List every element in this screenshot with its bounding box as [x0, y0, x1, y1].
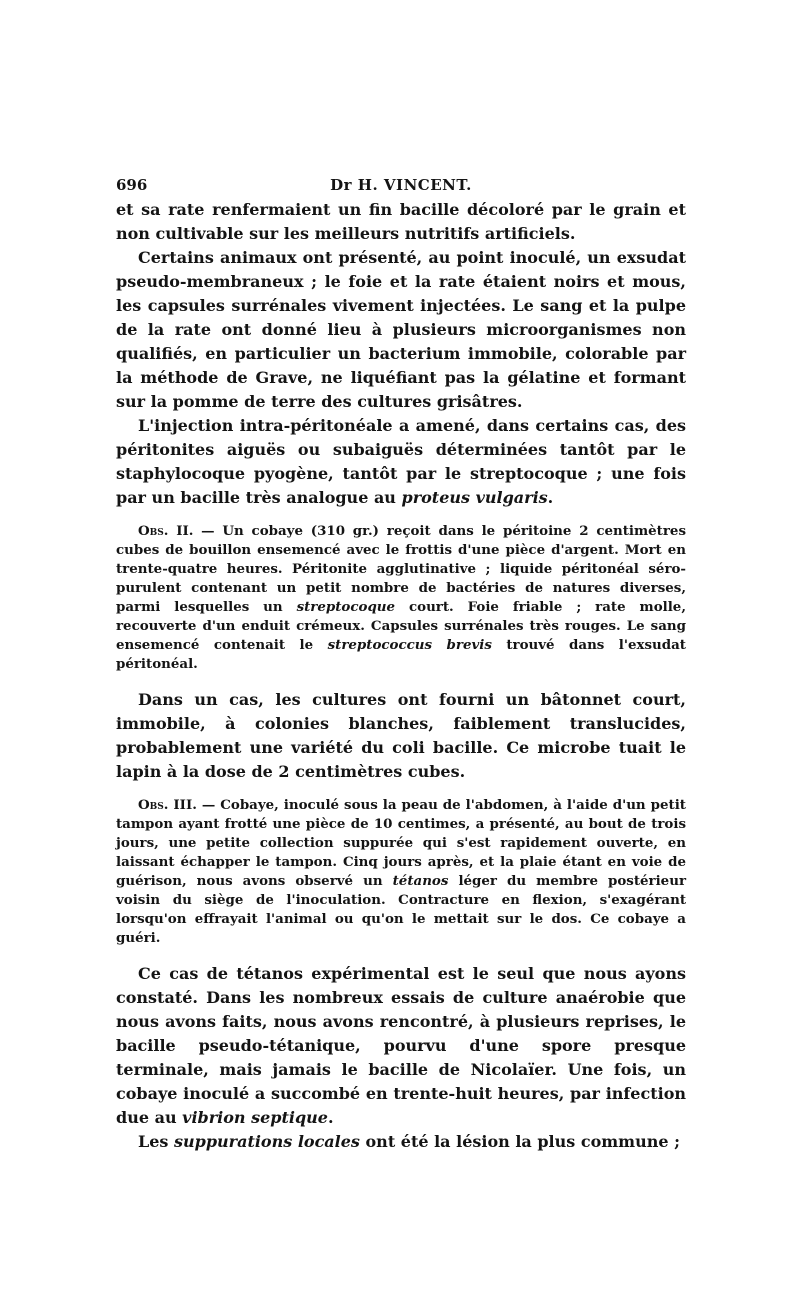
paragraph-2: Certains animaux ont présenté, au point inoculé, un exsudat pseudo-membraneux ; le foie et la rate étaient noirs et mous, les capsules surrénales vivement injectées. Le sang et la pulpe de la rate ont donné lieu à plusieurs microorganismes non qualifiés, en particulier un bacterium immobile, colorable par la méthode de Grave, ne liquéfiant pas la gélatine et formant sur la pomme de terre des cultures grisâtres.: [116, 248, 686, 411]
paragraph-5: [116, 962, 686, 1130]
paragraph-6-text-a: Les: [138, 1132, 169, 1151]
observation-2-text-a: — Un cobaye (310 gr.) reçoit dans le péritoine 2 centimètres cubes de bouillon ensemencé avec le frottis d'une pièce d'argent. Mort en trente-quatre heures. Péritonite agglutinative ; liquide péritonéal séro-purulent contenant un petit nombre de bactéries de natures diverses, parmi lesquelles un: [116, 523, 686, 615]
paragraph-5-text: Ce cas de tétanos expérimental est le seul que nous ayons constaté. Dans les nombreux essais de culture anaérobie que nous avons faits, nous avons rencontré, à plusieurs reprises, le bacille pseudo-tétanique, pourvu d'une spore presque terminale, mais jamais le bacille de Nicolaïer. Une fois, un cobaye inoculé a succombé en trente-huit heures, par infection due au: [116, 964, 686, 1127]
observation-3: [116, 796, 686, 948]
paragraph-6-text-b: ont été la lésion la plus commune ;: [359, 1132, 681, 1151]
observation-2-label: Obs. II.: [138, 523, 194, 539]
paragraph-6: [116, 1130, 686, 1154]
page-number: 696: [116, 176, 148, 194]
paragraph-6-italic: suppurations locales: [174, 1132, 360, 1151]
observation-3-text-a: — Cobaye, inoculé sous la peau de l'abdomen, à l'aide d'un petit tampon ayant frotté une pièce de 10 centimes, a présenté, au bout de trois jours, une petite collection suppurée qui s'est rapidement ouverte, en laissant échapper le tampon. Cinq jours après, et la plaie étant en voie de guérison, nous avons observé un: [116, 797, 686, 889]
observation-3-text-b: léger du membre postérieur voisin du siège de l'inoculation. Contracture en flexion, s'exagérant lorsqu'on effrayait l'animal ou qu'on le mettait sur le dos. Ce cobaye a guéri.: [116, 873, 686, 946]
observation-3-italic: tétanos: [392, 873, 449, 889]
observation-3-label: Obs. III.: [138, 797, 197, 813]
observation-2-text-b: court. Foie friable ; rate molle, recouverte d'un enduit crémeux. Capsules surrénales très rouges. Le sang ensemencé contenait le: [116, 599, 686, 653]
running-header: [116, 168, 686, 198]
running-title: Dr H. VINCENT.: [330, 176, 472, 194]
observation-2-italic-2: streptococcus brevis: [327, 637, 492, 653]
observation-2-italic-1: streptocoque: [296, 599, 396, 615]
paragraph-4: Dans un cas, les cultures ont fourni un bâtonnet court, immobile, à colonies blanches, faiblement translucides, probablement une variété du coli bacille. Ce microbe tuait le lapin à la dose de 2 centimètres cubes.: [116, 690, 686, 781]
paragraph-3-end: .: [547, 488, 554, 507]
book-page: [116, 168, 686, 1154]
paragraph-3: [116, 414, 686, 510]
paragraph-3-text: L'injection intra-péritonéale a amené, dans certains cas, des péritonites aiguës ou subaiguës déterminées tantôt par le staphylocoque pyogène, tantôt par le streptocoque ; une fois par un bacille très analogue au: [116, 416, 686, 507]
paragraph-5-end: .: [327, 1108, 334, 1127]
paragraph-1: et sa rate renfermaient un fin bacille décoloré par le grain et non cultivable sur les meilleurs nutritifs artificiels.: [116, 200, 686, 243]
observation-2-text-c: trouvé dans l'exsudat péritonéal.: [116, 637, 686, 672]
paragraph-3-italic: proteus vulgaris: [401, 488, 548, 507]
observation-2: [116, 522, 686, 674]
paragraph-5-italic: vibrion septique: [182, 1108, 328, 1127]
